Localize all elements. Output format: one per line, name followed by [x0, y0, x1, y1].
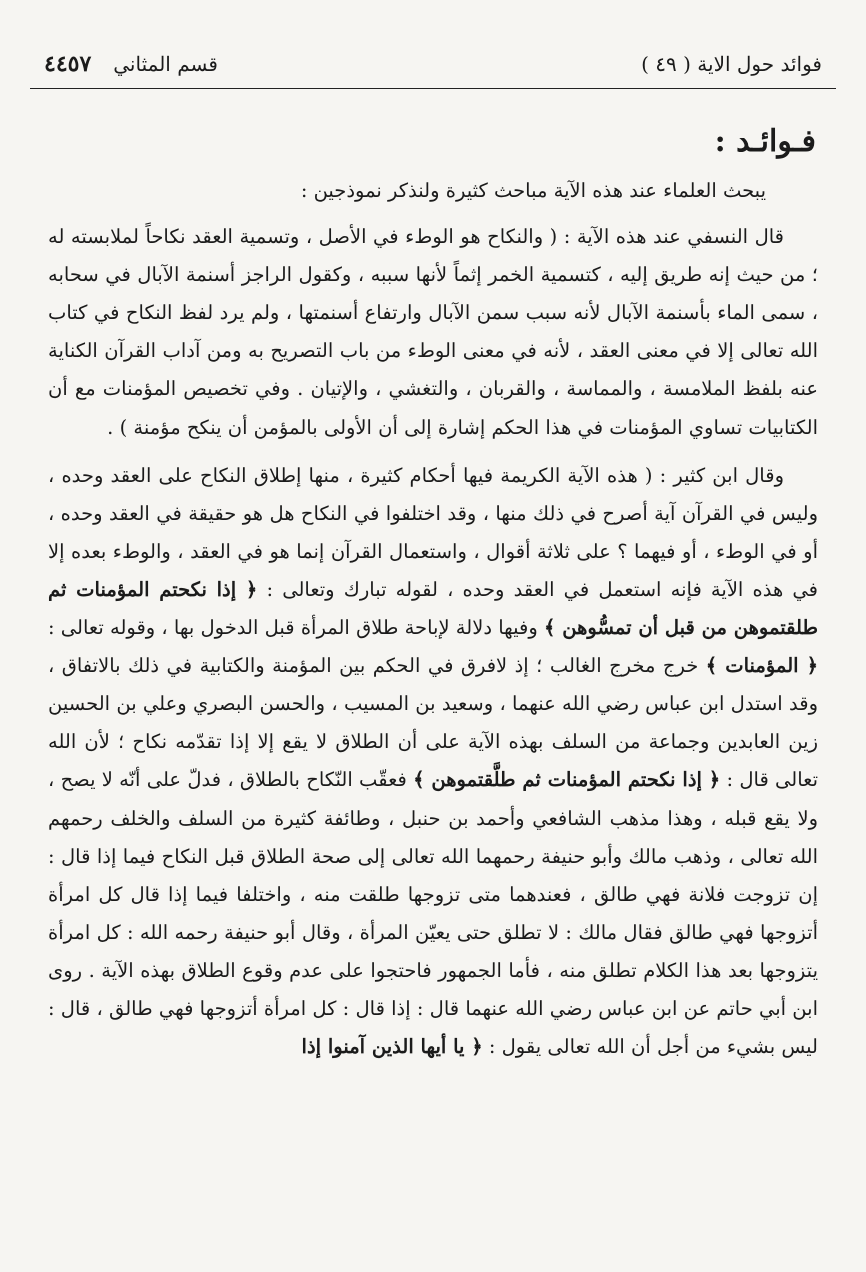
paragraph-text: وفيها دلالة لإباحة طلاق المرأة قبل الدخول بها ، وقوله تعالى : [48, 616, 544, 640]
paragraph-text: خرج مخرج الغالب ؛ إذ لافرق في الحكم بين المؤمنة والكتابية في ذلك بالاتفاق ، وقد استدل ابن عباس رضي الله عنهما ، وسعيد بن المسيب ، والحسن البصري وعلي بن الحسين زين العابدين وجماعة من السلف بهذه الآية على أن الطلاق لا يقع إلا إذا تقدّمه نكاح ؛ لأن الله تعالى قال : [48, 654, 819, 792]
header-left [44, 51, 218, 77]
quran-quote: ﴿ إذا نكحتم المؤمنات ثم طلَّقتموهن ﴾ [413, 768, 721, 792]
page-number: ٤٤٥٧ [44, 51, 92, 77]
paragraph-text: فعقّب النّكاح بالطلاق ، فدلّ على أنّه لا يصح ، ولا يقع قبله ، وهذا مذهب الشافعي وأحمد بن حنبل ، وطائفة كثيرة من السلف والخلف رحمهم الله تعالى ، وذهب مالك وأبو حنيفة رحمهما الله تعالى إلى صحة الطلاق قبل النكاح فيما إذا قال : إن تزوجت فلانة فهي طالق ، فعندهما متى تزوجها طلقت منه ، واختلفا فيما إذا قال كل امرأة أتزوجها فهي طالق فقال مالك : لا تطلق حتى يعيّن المرأة ، وقال أبو حنيفة رحمه الله : كل امرأة يتزوجها بعد هذا الكلام تطلق منه ، فأما الجمهور فاحتجوا على عدم وقوع الطلاق بهذه الآية . روى ابن أبي حاتم عن ابن عباس رضي الله عنهما قال : إذا قال : كل امرأة أتزوجها فهي طالق ، قال : ليس بشيء من أجل أن الله تعالى يقول : [48, 768, 818, 1059]
nasafi-paragraph: قال النسفي عند هذه الآية : ( والنكاح هو الوطء في الأصل ، وتسمية العقد نكاحاً لملابسته له ؛ من حيث إنه طريق إليه ، كتسمية الخمر إثماً لأنها سببه ، وكقول الراجز أسنمة الآبال في سحابه ، سمى الماء بأسنمة الآبال لأنه سبب سمن الآبال وارتفاع أسنمتها ، ولم يرد لفظ النكاح في كتاب الله تعالى إلا في معنى العقد ، لأنه في معنى الوطء من باب التصريح به ومن آداب القرآن الكناية عنه بلفظ الملامسة ، والمماسة ، والقربان ، والتغشي ، والإتيان . وفي تخصيص المؤمنات مع أن الكتابيات تساوي المؤمنات في هذا الحكم إشارة إلى أن الأولى بالمؤمن أن ينكح مؤمنة ) . [48, 225, 818, 439]
intro-paragraph: يبحث العلماء عند هذه الآية مباحث كثيرة ولنذكر نموذجين : [300, 179, 766, 202]
section-heading: فـوائـد : [714, 124, 816, 159]
chapter-title: فوائد حول الاية ( ٤٩ ) [641, 52, 822, 76]
paragraph-text: وقال ابن كثير : ( هذه الآية الكريمة فيها أحكام كثيرة ، منها إطلاق النكاح على العقد وحده ، وليس في القرآن آية أصرح في ذلك منها ، وقد اختلفوا في النكاح هل هو حقيقة في العقد وحده ، أو في الوطء ، أو فيهما ؟ على ثلاثة أقوال ، واستعمال القرآن إنما هو في العقد ، والوطء بعده إلا في هذه الآية فإنه استعمل في العقد وحده ، لقوله تبارك وتعالى : [48, 463, 818, 601]
page-header [44, 44, 822, 84]
quran-quote: ﴿ إذا نكحتم المؤمنات ثم طلقتموهن من قبل أن تمسُّوهن ﴾ [48, 577, 818, 640]
section-title: قسم المثاني [113, 52, 218, 76]
quran-quote: ﴿ يا أيها الذين آمنوا إذا [301, 1035, 483, 1059]
header-divider [30, 88, 836, 89]
ibn-kathir-paragraph [48, 457, 818, 1067]
quran-quote: ﴿ المؤمنات ﴾ [705, 654, 819, 678]
body-text [48, 172, 818, 1066]
